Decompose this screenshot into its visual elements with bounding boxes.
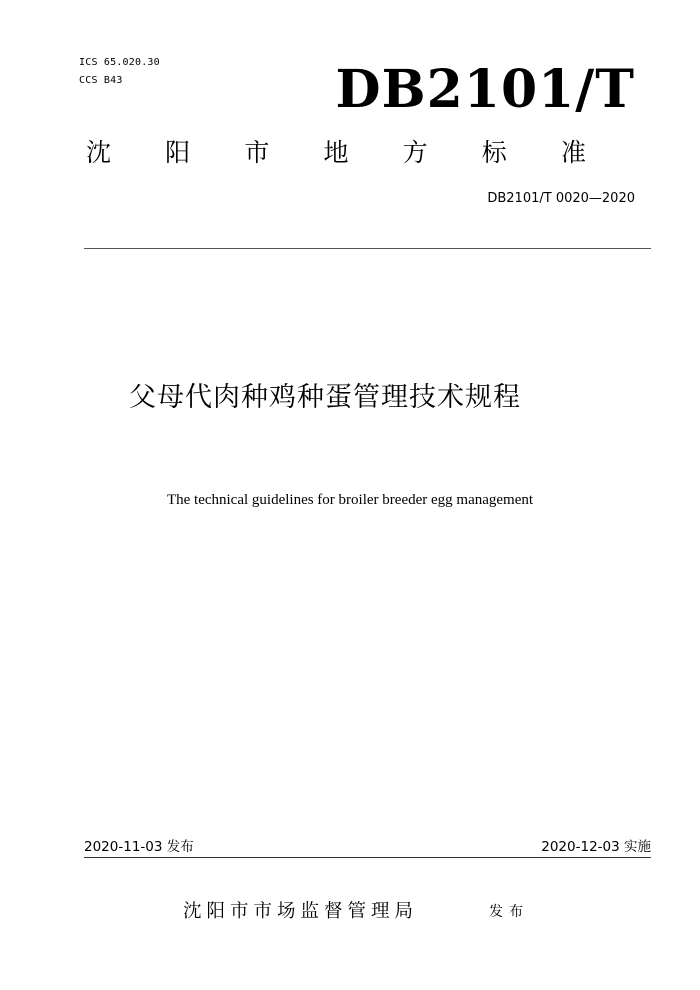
header-divider: [84, 248, 651, 249]
standard-number: DB2101/T 0020—2020: [487, 191, 635, 206]
standard-type-char: 阳: [165, 138, 191, 167]
effective-date: 2020-12-03 实施: [541, 839, 651, 855]
standard-code-heading: DB2101/T: [335, 59, 635, 120]
publish-label: 发布: [489, 904, 529, 920]
standard-type-char: 沈: [86, 138, 112, 167]
document-title-chinese: 父母代肉种鸡种蛋管理技术规程: [129, 382, 521, 413]
ccs-code: CCS B43: [79, 75, 123, 86]
standard-type-char: 方: [402, 138, 428, 167]
document-title-english: The technical guidelines for broiler breeder egg management: [166, 492, 534, 508]
standard-type-char: 标: [481, 138, 507, 167]
footer-divider: [84, 857, 651, 858]
standard-type-char: 准: [560, 138, 586, 167]
publisher-name: 沈阳市市场监督管理局: [183, 901, 419, 922]
ics-code: ICS 65.020.30: [79, 57, 160, 68]
standard-type-heading: [86, 136, 586, 170]
standard-type-char: 市: [244, 138, 270, 167]
issue-date: 2020-11-03 发布: [84, 839, 194, 855]
standard-type-char: 地: [323, 138, 349, 167]
